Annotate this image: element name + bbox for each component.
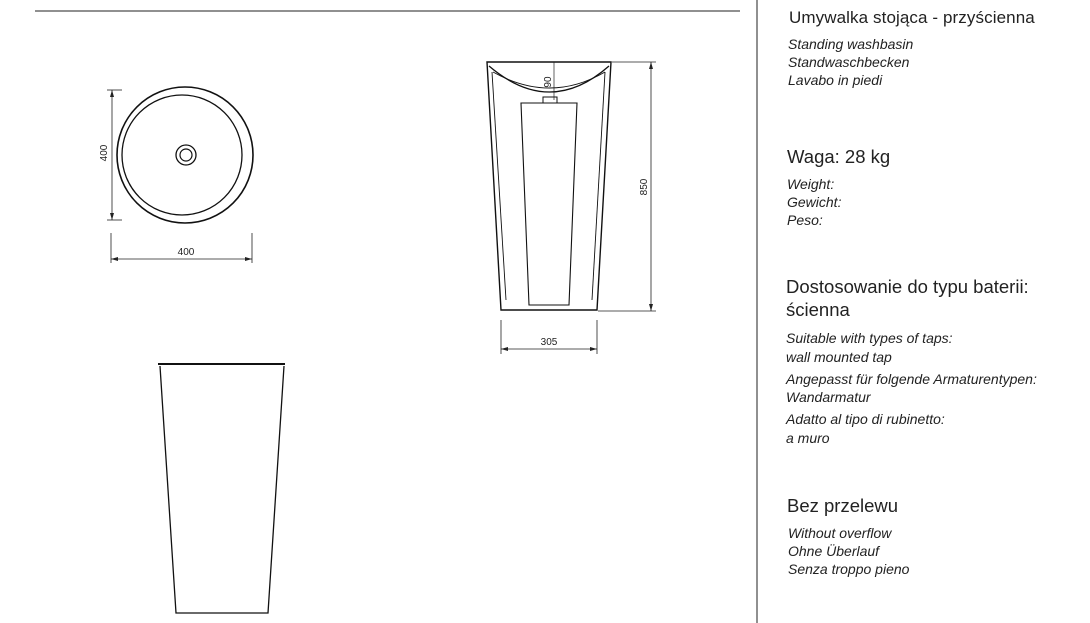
section-outer-contour bbox=[487, 62, 611, 310]
overflow-line-it: Senza troppo pieno bbox=[788, 561, 910, 577]
weight-label-it: Peso: bbox=[787, 212, 823, 228]
taps-line: Angepasst für folgende Armaturentypen: bbox=[786, 371, 1037, 387]
translation-en: Standing washbasin bbox=[788, 36, 914, 52]
overflow-heading: Bez przelewu bbox=[787, 495, 899, 516]
section-view bbox=[487, 62, 656, 354]
basin-rim-outer bbox=[117, 87, 253, 223]
taps-line: wall mounted tap bbox=[786, 349, 892, 365]
overflow-line-en: Without overflow bbox=[788, 525, 892, 541]
taps-line: Adatto al tipo di rubinetto: bbox=[786, 411, 945, 427]
dim-label-height: 850 bbox=[639, 178, 650, 196]
dim-label-top-horizontal: 400 bbox=[177, 247, 195, 258]
taps-line: Wandarmatur bbox=[786, 389, 871, 405]
weight-label-de: Gewicht: bbox=[787, 194, 842, 210]
front-view bbox=[158, 364, 285, 613]
taps-line: Suitable with types of taps: bbox=[786, 330, 953, 346]
top-view bbox=[99, 87, 253, 263]
weight-label-en: Weight: bbox=[787, 176, 835, 192]
taps-heading: Dostosowanie do typu baterii: bbox=[786, 276, 1029, 297]
weight-heading: Waga: 28 kg bbox=[787, 146, 891, 167]
translation-it: Lavabo in piedi bbox=[788, 72, 883, 88]
front-body bbox=[160, 366, 284, 613]
taps-line: a muro bbox=[786, 430, 830, 446]
drain-inner-icon bbox=[180, 149, 192, 161]
overflow-line-de: Ohne Überlauf bbox=[788, 543, 880, 559]
dim-label-top-vertical: 400 bbox=[99, 144, 110, 162]
product-title: Umywalka stojąca - przyścienna bbox=[789, 8, 1035, 27]
basin-rim-inner bbox=[122, 95, 242, 215]
inner-pipe-column bbox=[521, 103, 577, 305]
dim-label-depth: 90 bbox=[543, 76, 554, 88]
drain-icon bbox=[543, 97, 557, 103]
taps-heading-type: ścienna bbox=[786, 299, 850, 320]
drain-outer-icon bbox=[176, 145, 196, 165]
dim-label-base: 305 bbox=[540, 337, 558, 348]
inner-wall-right bbox=[592, 72, 605, 300]
translation-de: Standwaschbecken bbox=[788, 54, 910, 70]
